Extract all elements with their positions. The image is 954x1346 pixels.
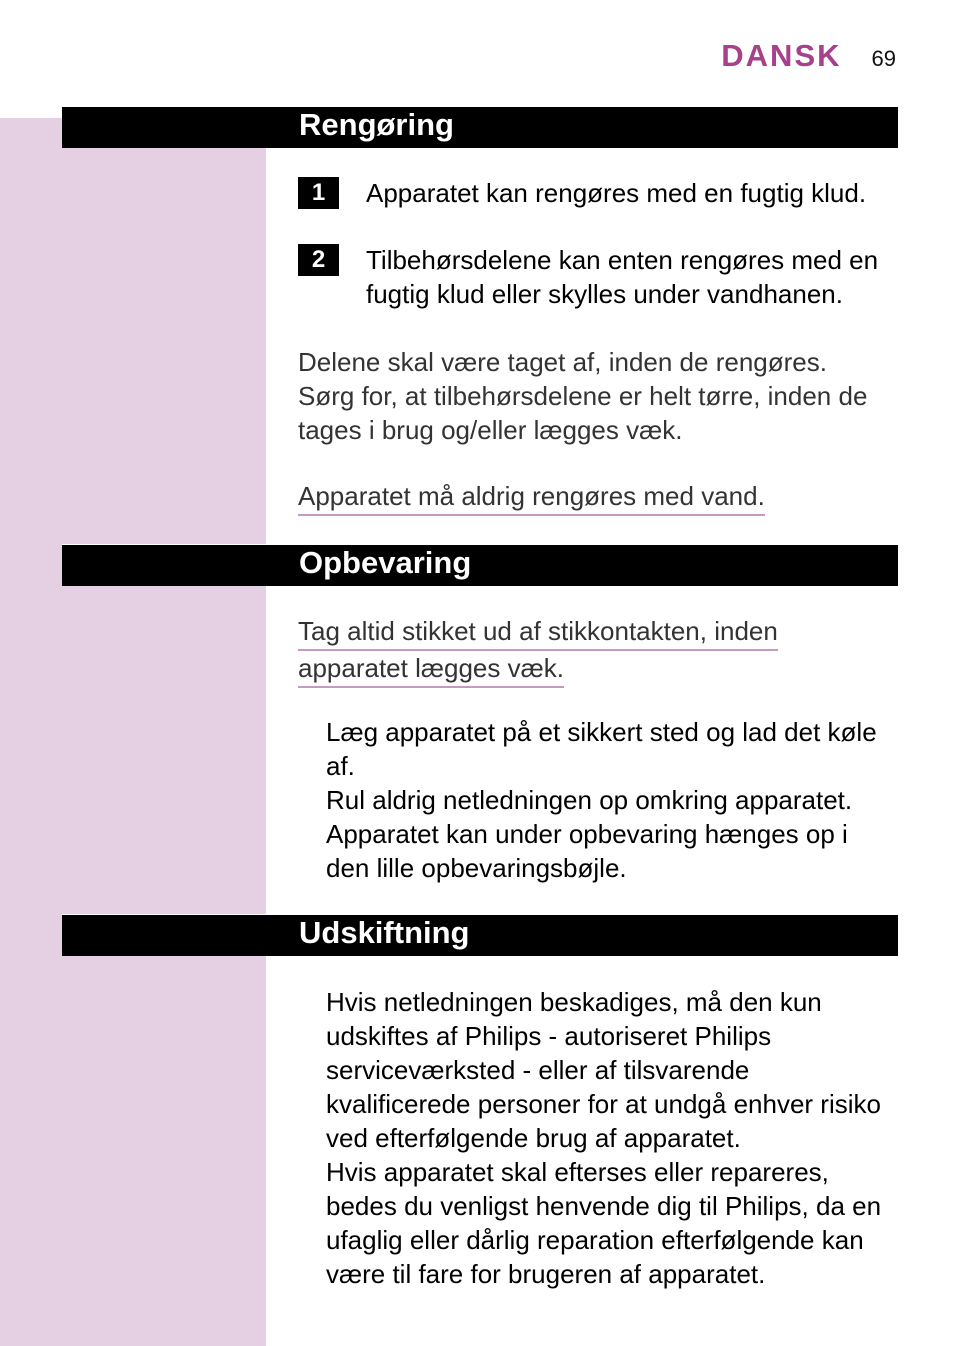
cleaning-warning (298, 479, 765, 516)
step-1 (298, 176, 896, 210)
cleaning-note (298, 345, 898, 447)
storage-bullets (326, 715, 896, 885)
step-2 (298, 243, 886, 311)
page-number: 69 (871, 46, 896, 71)
replacement-text (326, 985, 896, 1291)
paragraph: Hvis apparatet skal efterses eller repareres, bedes du venligst henvende dig til Philips, da en ufaglig eller dårlig reparation efterfølgende kan være til fare for brugeren af apparatet. (326, 1157, 882, 1289)
step-text: Tilbehørsdelene kan enten rengøres med en fugtig klud eller skylles under vandhanen. (366, 245, 879, 309)
warning-line: Apparatet må aldrig rengøres med vand. (298, 479, 765, 516)
sidebar-band (0, 118, 266, 1346)
list-item: Rul aldrig netledningen op omkring apparatet. (326, 785, 853, 815)
page-header (721, 38, 896, 74)
warning-line: apparatet lægges væk. (298, 651, 564, 688)
note-line: Delene skal være taget af, inden de rengøres. (298, 347, 827, 377)
section-title-storage: Opbevaring (299, 545, 472, 580)
section-title-cleaning: Rengøring (299, 107, 454, 142)
section-bar-cleaning (62, 106, 898, 148)
warning-line: Tag altid stikket ud af stikkontakten, inden (298, 614, 778, 651)
section-bar-storage (62, 544, 898, 586)
storage-warning (298, 614, 778, 688)
section-title-replacement: Udskiftning (299, 915, 470, 950)
section-bar-replacement (62, 914, 898, 956)
paragraph: Hvis netledningen beskadiges, må den kun udskiftes af Philips - autoriseret Philips serviceværksted - eller af tilsvarende kvalificerede personer for at undgå enhver risiko ved efterfølgende brug af apparatet. (326, 987, 881, 1153)
language-label: DANSK (721, 38, 842, 73)
note-line: Sørg for, at tilbehørsdelene er helt tørre, inden de tages i brug og/eller lægges væk. (298, 381, 868, 445)
step-text: Apparatet kan rengøres med en fugtig klud. (366, 178, 867, 208)
list-item: Apparatet kan under opbevaring hænges op i den lille opbevaringsbøjle. (326, 819, 848, 883)
list-item: Læg apparatet på et sikkert sted og lad det køle af. (326, 717, 877, 781)
step-number: 1 (298, 177, 339, 209)
step-number: 2 (298, 244, 339, 276)
